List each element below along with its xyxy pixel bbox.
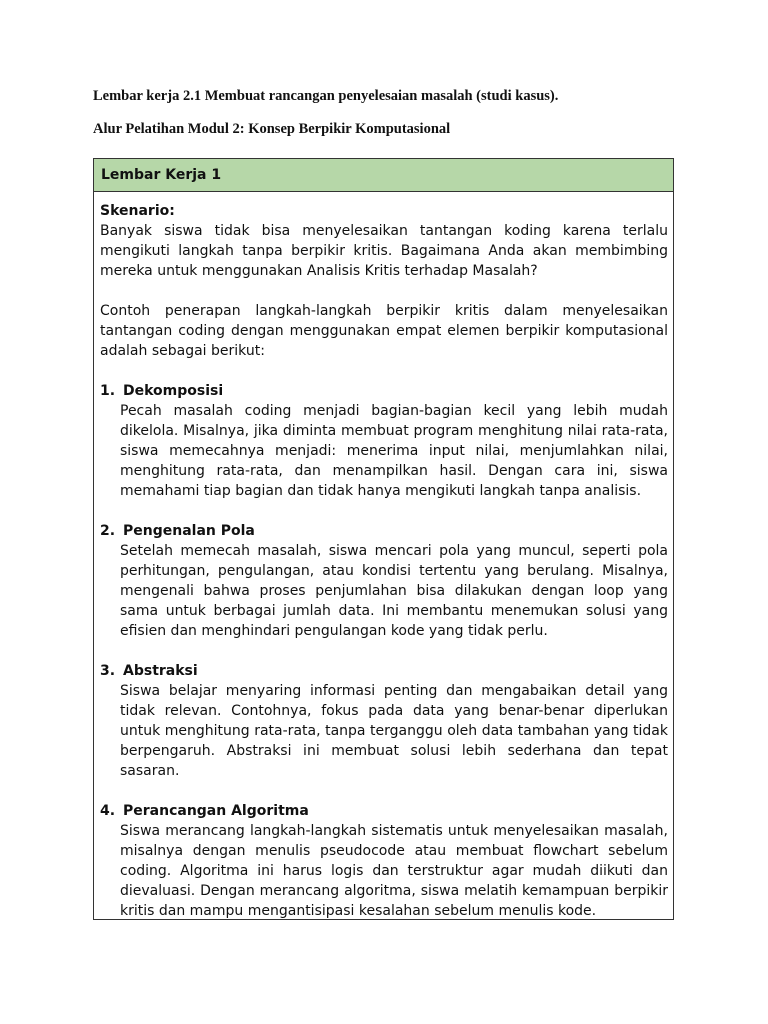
list-item <box>100 521 668 641</box>
item-title-text: Perancangan Algoritma <box>123 803 309 819</box>
item-body: Siswa belajar menyaring informasi penting dan mengabaikan detail yang tidak relevan. Contohnya, fokus pada data yang benar-benar diperlukan untuk menghitung rata-rata, tanpa terganggu oleh data tambahan yang tidak berpengaruh. Abstraksi ini membuat solusi lebih sederhana dan tepat sasaran. <box>120 683 668 779</box>
table-cell <box>94 192 673 921</box>
table-header: Lembar Kerja 1 <box>94 159 673 192</box>
module-flow-title: Alur Pelatihan Modul 2: Konsep Berpikir Komputasional <box>93 121 451 137</box>
item-title-text: Abstraksi <box>123 663 198 679</box>
scenario-label: Skenario: <box>100 203 175 219</box>
item-title <box>100 661 668 681</box>
item-body: Siswa merancang langkah-langkah sistematis untuk menyelesaikan masalah, misalnya dengan menulis pseudocode atau membuat flowchart sebelum coding. Algoritma ini harus logis dan terstruktur agar mudah diikuti dan dievaluasi. Dengan merancang algoritma, siswa melatih kemampuan berpikir kritis dan mampu mengantisipasi kesalahan sebelum menulis kode. <box>120 823 668 919</box>
list-item <box>100 661 668 781</box>
worksheet-table <box>93 158 674 920</box>
item-body: Setelah memecah masalah, siswa mencari pola yang muncul, seperti pola perhitungan, pengulangan, atau kondisi tertentu yang berulang. Misalnya, mengenali bahwa proses penjumlahan bisa dilakukan dengan loop yang sama untuk berbagai jumlah data. Ini membantu menemukan solusi yang efisien dan menghindari pengulangan kode yang tidak perlu. <box>120 543 668 639</box>
item-number: 1. <box>100 383 116 399</box>
item-body: Pecah masalah coding menjadi bagian-bagian kecil yang lebih mudah dikelola. Misalnya, jika diminta membuat program menghitung nilai rata-rata, siswa memecahnya menjadi: menerima input nilai, menjumlahkan nilai, menghitung rata-rata, dan menampilkan hasil. Dengan cara ini, siswa memahami tiap bagian dan tidak hanya mengikuti langkah tanpa analisis. <box>120 403 668 499</box>
list-item <box>100 381 668 501</box>
worksheet-title: Lembar kerja 2.1 Membuat rancangan penyelesaian masalah (studi kasus). <box>93 88 559 104</box>
intro-text: Contoh penerapan langkah-langkah berpikir kritis dalam menyelesaikan tantangan coding dengan menggunakan empat elemen berpikir komputasional adalah sebagai berikut: <box>100 303 668 359</box>
item-title-text: Pengenalan Pola <box>123 523 255 539</box>
item-title <box>100 521 668 541</box>
item-number: 2. <box>100 523 116 539</box>
item-title <box>100 801 668 821</box>
item-title-text: Dekomposisi <box>123 383 224 399</box>
item-number: 3. <box>100 663 116 679</box>
scenario-text: Banyak siswa tidak bisa menyelesaikan tantangan koding karena terlalu mengikuti langkah tanpa berpikir kritis. Bagaimana Anda akan membimbing mereka untuk menggunakan Analisis Kritis terhadap Masalah? <box>100 223 668 279</box>
list-item <box>100 801 668 921</box>
item-number: 4. <box>100 803 116 819</box>
item-title <box>100 381 668 401</box>
